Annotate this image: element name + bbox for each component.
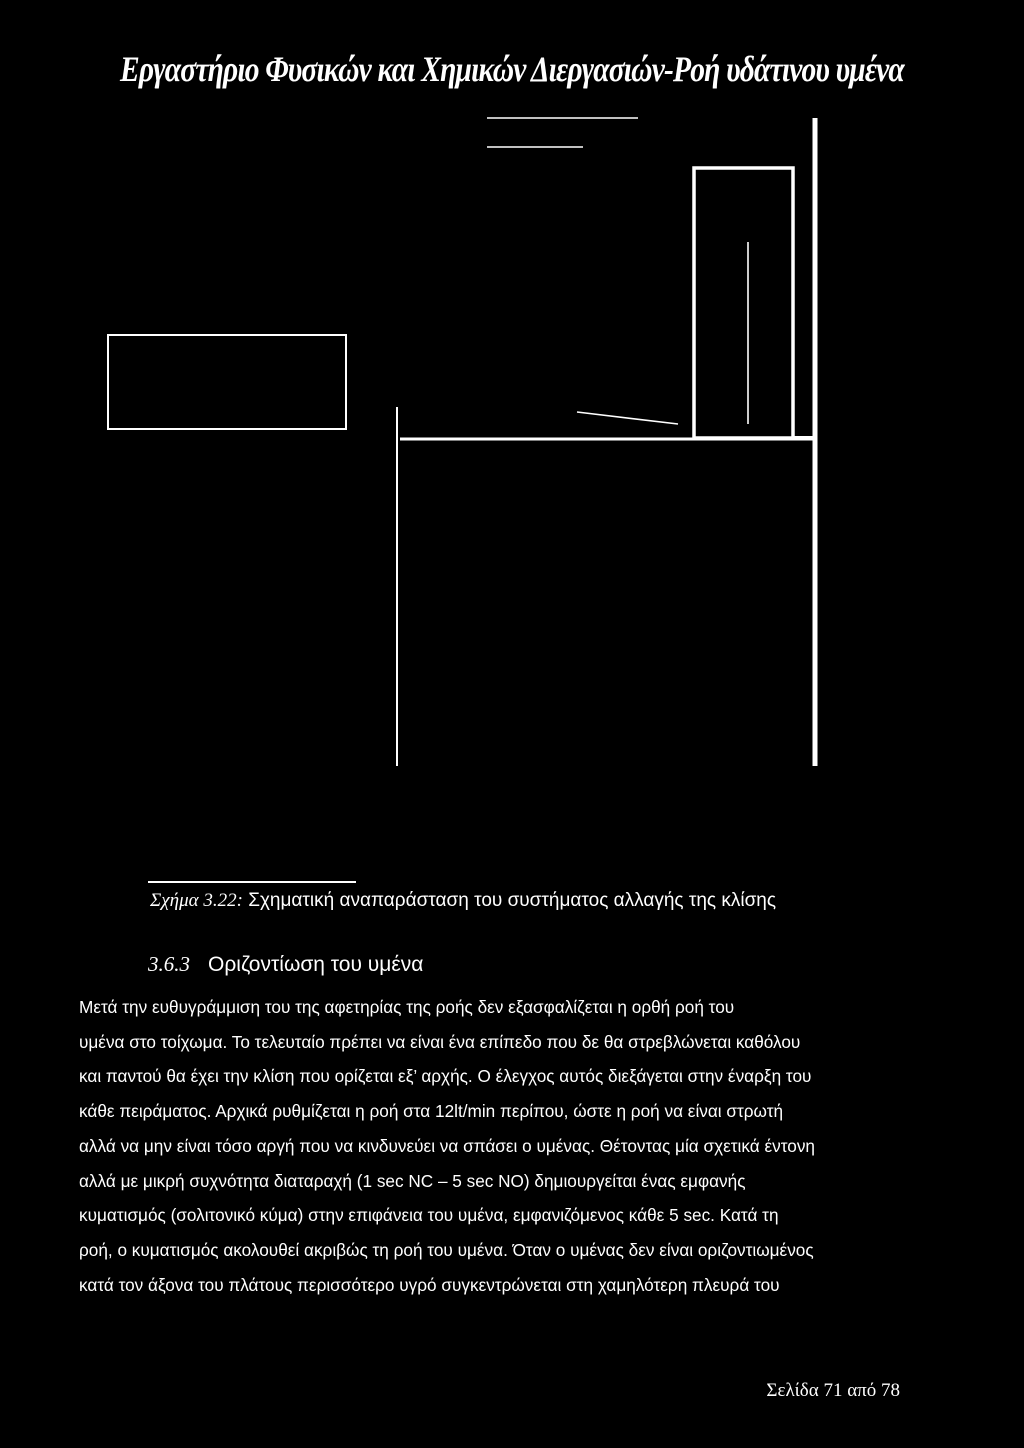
body-line: κυματισμός (σολιτονικό κύμα) στην επιφάνεια του υμένα, εμφανιζόμενος κάθε 5 sec. Κατά τη bbox=[79, 1205, 779, 1226]
body-line: κατά τον άξονα του πλάτους περισσότερο υγρό συγκεντρώνεται στη χαμηλότερη πλευρά του bbox=[79, 1274, 780, 1295]
body-line: αλλά με μικρή συχνότητα διαταραχή (1 sec NC – 5 sec NO) δημιουργείται ένας εμφανής bbox=[79, 1170, 746, 1191]
figure-caption-text: Σχηματική αναπαράσταση του συστήματος αλλαγής της κλίσης bbox=[248, 890, 777, 911]
body-line: Μετά την ευθυγράμμιση του της αφετηρίας της ροής δεν εξασφαλίζεται η ορθή ροή του bbox=[79, 997, 735, 1017]
page-header-title: Εργαστήριο Φυσικών και Χημικών Διεργασιών-Ροή υδάτινου υμένα bbox=[120, 49, 904, 89]
figure-caption-label: Σχήμα 3.22: bbox=[150, 890, 243, 911]
figure-box-vertical bbox=[694, 168, 793, 438]
body-line: κάθε πειράματος. Αρχικά ρυθμίζεται η ροή στα 12lt/min περίπου, ώστε η ροή να είναι στρωτή bbox=[79, 1101, 784, 1122]
section-heading bbox=[148, 952, 423, 977]
body-line: και παντού θα έχει την κλίση που ορίζεται εξ’ αρχής. Ο έλεγχος αυτός διεξάγεται στην έναρξη του bbox=[79, 1066, 812, 1087]
figure-line bbox=[577, 412, 678, 424]
section-title: Οριζοντίωση του υμένα bbox=[208, 953, 424, 976]
body-line: αλλά να μην είναι τόσο αργή που να κινδυνεύει να σπάσει ο υμένας. Θέτοντας μία σχετικά έντονη bbox=[79, 1135, 815, 1156]
figure-caption bbox=[150, 890, 776, 912]
body-line: υμένα στο τοίχωμα. Το τελευταίο πρέπει να είναι ένα επίπεδο που δε θα στρεβλώνεται καθόλου bbox=[79, 1031, 801, 1052]
figure-box-horizontal bbox=[108, 335, 346, 429]
page-number: Σελίδα 71 από 78 bbox=[766, 1380, 900, 1401]
section-number: 3.6.3 bbox=[148, 952, 190, 976]
caption-divider bbox=[148, 881, 356, 883]
body-line: ροή, ο κυματισμός ακολουθεί ακριβώς τη ροή του υμένα. Όταν ο υμένας δεν είναι οριζοντιωμένος bbox=[79, 1239, 814, 1260]
body-paragraph bbox=[79, 990, 909, 1302]
